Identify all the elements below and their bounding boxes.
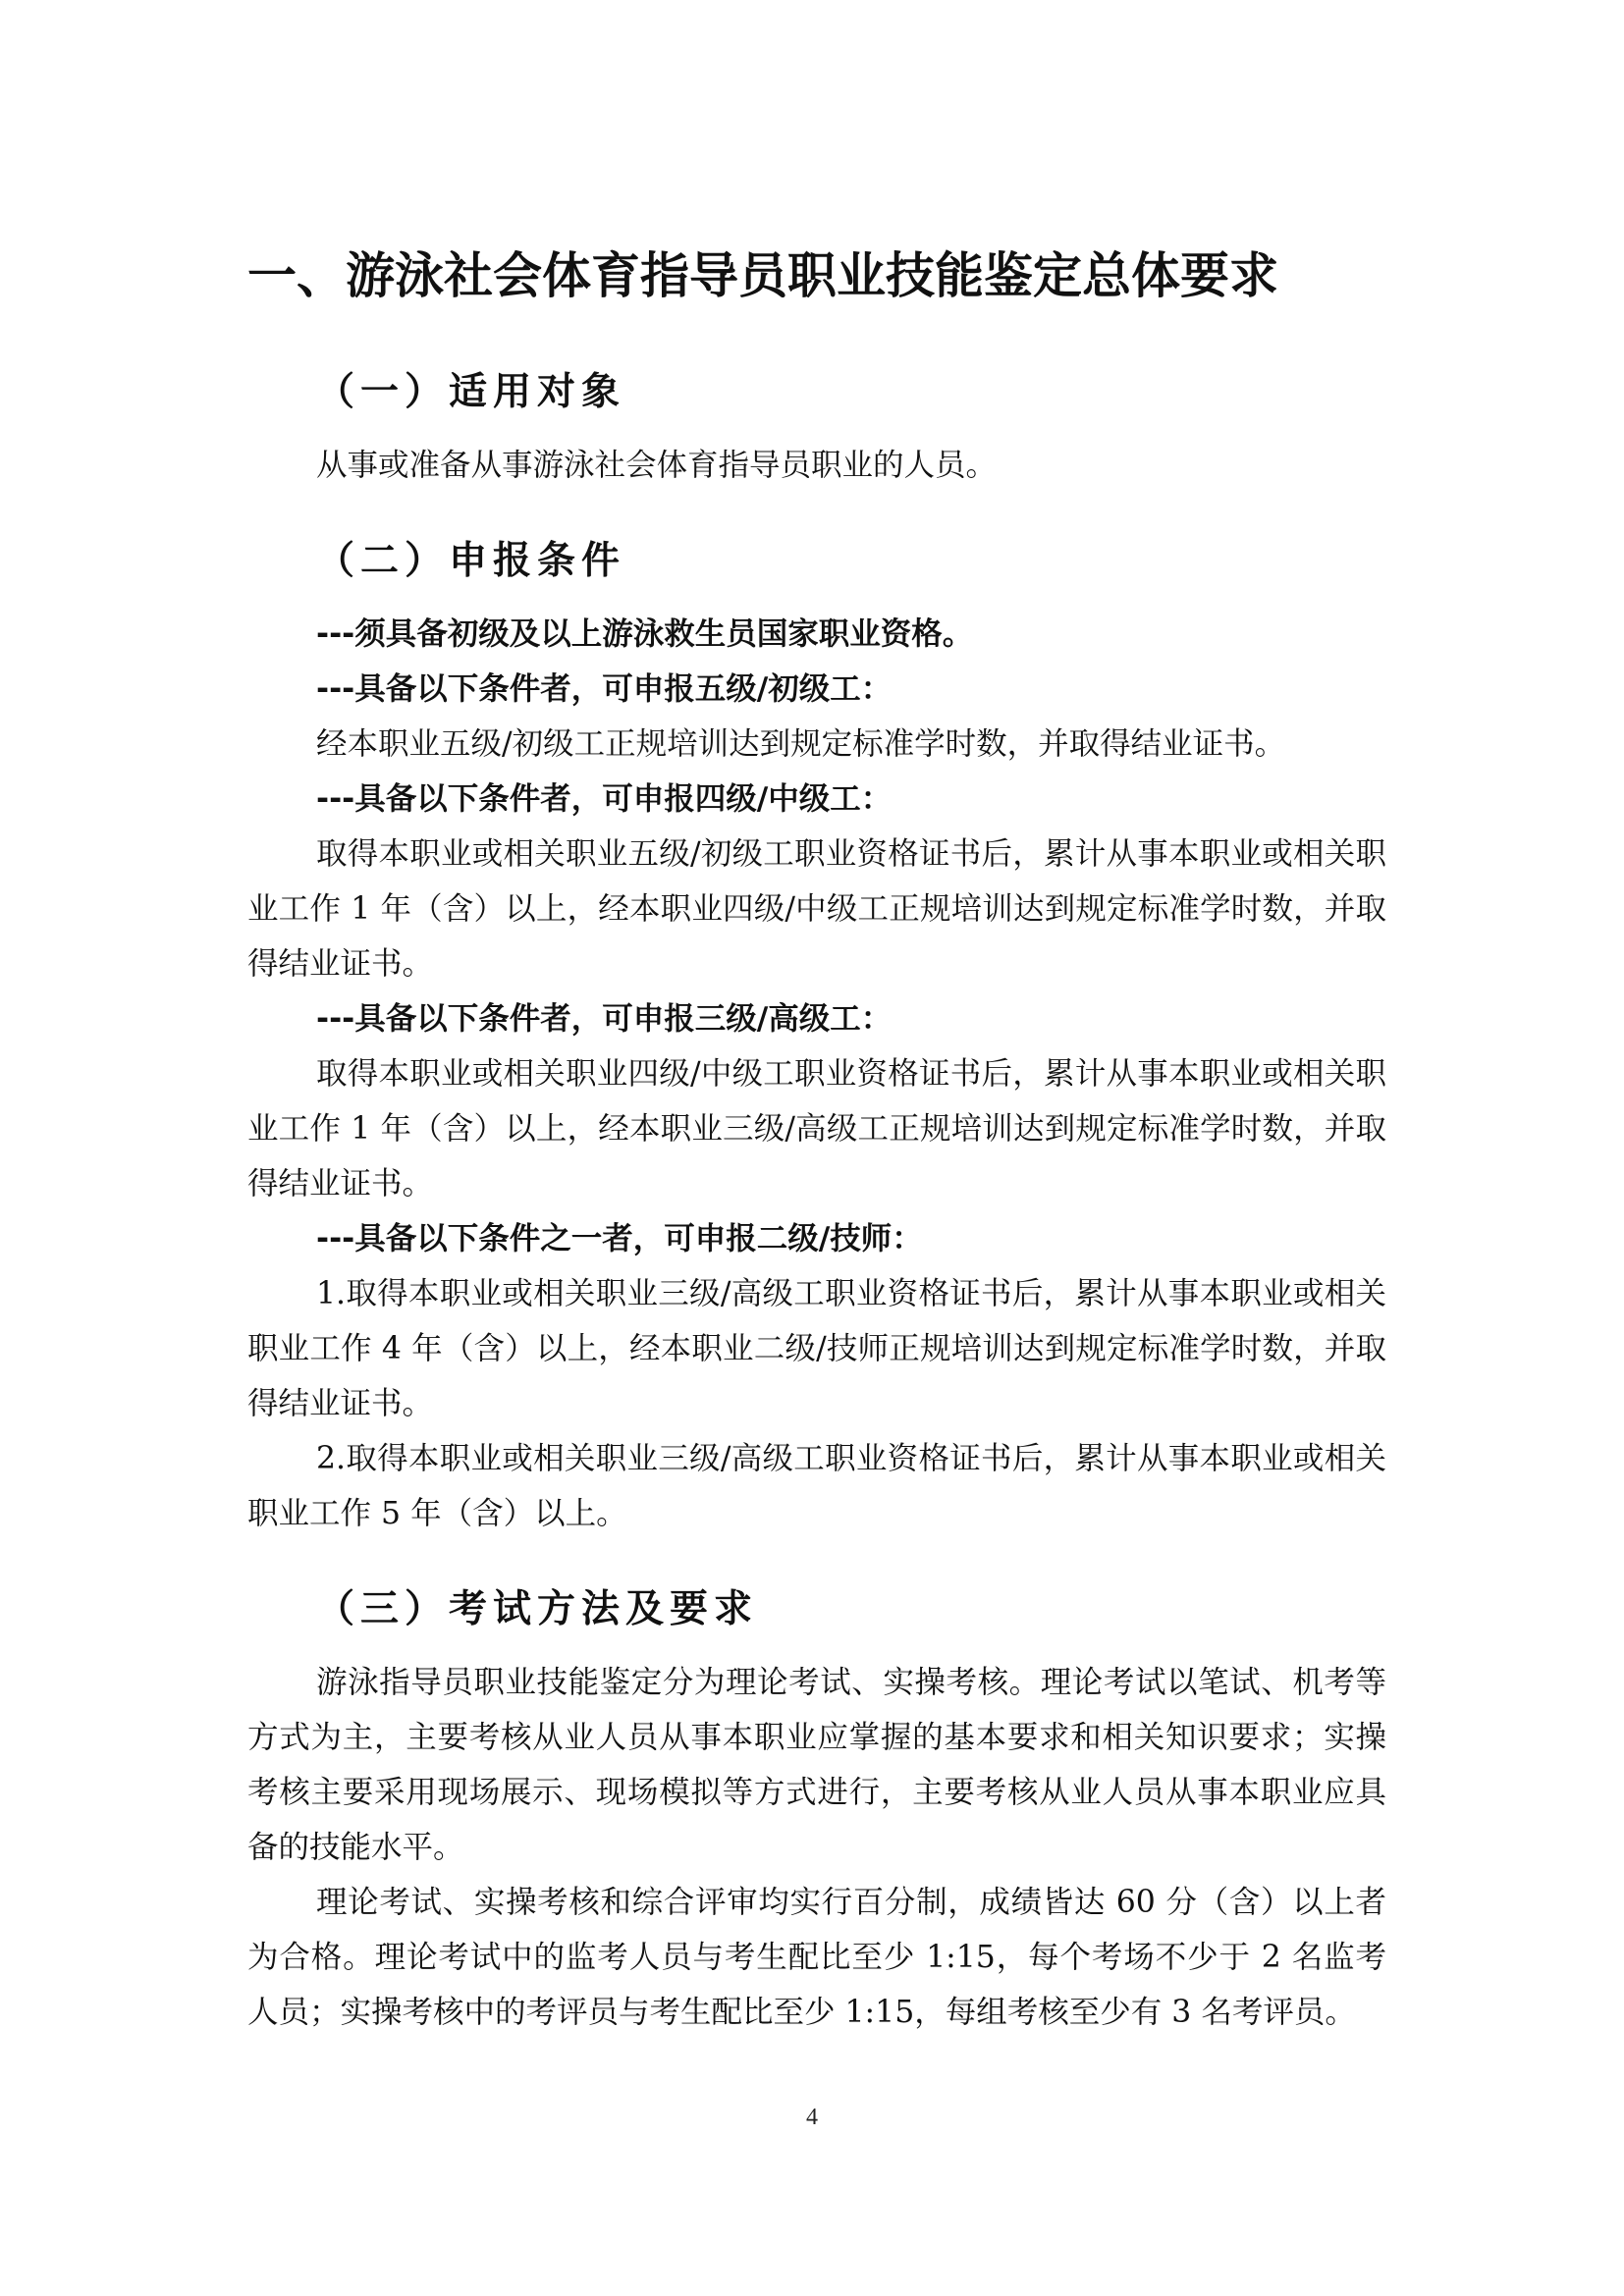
page-title: 一、游泳社会体育指导员职业技能鉴定总体要求 bbox=[247, 247, 1278, 304]
paragraph: 取得本职业或相关职业四级/中级工职业资格证书后，累计从事本职业或相关职业工作 1 年（含）以上，经本职业三级/高级工正规培训达到规定标准学时数，并取得结业证书。 bbox=[247, 1056, 1386, 1201]
paragraph-bold: ---具备以下条件者，可申报三级/高级工： bbox=[316, 1001, 893, 1037]
paragraph-bold: ---具备以下条件者，可申报五级/初级工： bbox=[316, 671, 893, 707]
paragraph: 1.取得本职业或相关职业三级/高级工职业资格证书后，累计从事本职业或相关职业工作 4 年（含）以上，经本职业二级/技师正规培训达到规定标准学时数，并取得结业证书。 bbox=[247, 1276, 1386, 1421]
paragraph: 游泳指导员职业技能鉴定分为理论考试、实操考核。理论考试以笔试、机考等方式为主，主要考核从业人员从事本职业应掌握的基本要求和相关知识要求；实操考核主要采用现场展示、现场模拟等方式进行，主要考核从业人员从事本职业应具备的技能水平。 bbox=[247, 1665, 1386, 1865]
page-number: 4 bbox=[806, 2105, 818, 2130]
paragraph: 2.取得本职业或相关职业三级/高级工职业资格证书后，累计从事本职业或相关职业工作 5 年（含）以上。 bbox=[247, 1441, 1386, 1531]
section-heading-exam-methods: （三）考试方法及要求 bbox=[316, 1587, 759, 1631]
paragraph: 从事或准备从事游泳社会体育指导员职业的人员。 bbox=[316, 448, 998, 483]
section-heading-application-conditions: （二）申报条件 bbox=[316, 539, 626, 583]
paragraph: 取得本职业或相关职业五级/初级工职业资格证书后，累计从事本职业或相关职业工作 1 年（含）以上，经本职业四级/中级工正规培训达到规定标准学时数，并取得结业证书。 bbox=[247, 836, 1386, 982]
paragraph: 理论考试、实操考核和综合评审均实行百分制，成绩皆达 60 分（含）以上者为合格。理论考试中的监考人员与考生配比至少 1:15，每个考场不少于 2 名监考人员；实操考核中的考评员与考生配比至少 1:15，每组考核至少有 3 名考评员。 bbox=[247, 1885, 1386, 2030]
paragraph: 经本职业五级/初级工正规培训达到规定标准学时数，并取得结业证书。 bbox=[316, 726, 1286, 762]
document-body bbox=[247, 241, 1386, 2040]
paragraph-bold: ---具备以下条件者，可申报四级/中级工： bbox=[316, 781, 893, 817]
paragraph-bold: ---具备以下条件之一者，可申报二级/技师： bbox=[316, 1221, 923, 1256]
paragraph-bold: ---须具备初级及以上游泳救生员国家职业资格。 bbox=[316, 616, 974, 652]
section-heading-applicable-targets: （一）适用对象 bbox=[316, 370, 626, 414]
